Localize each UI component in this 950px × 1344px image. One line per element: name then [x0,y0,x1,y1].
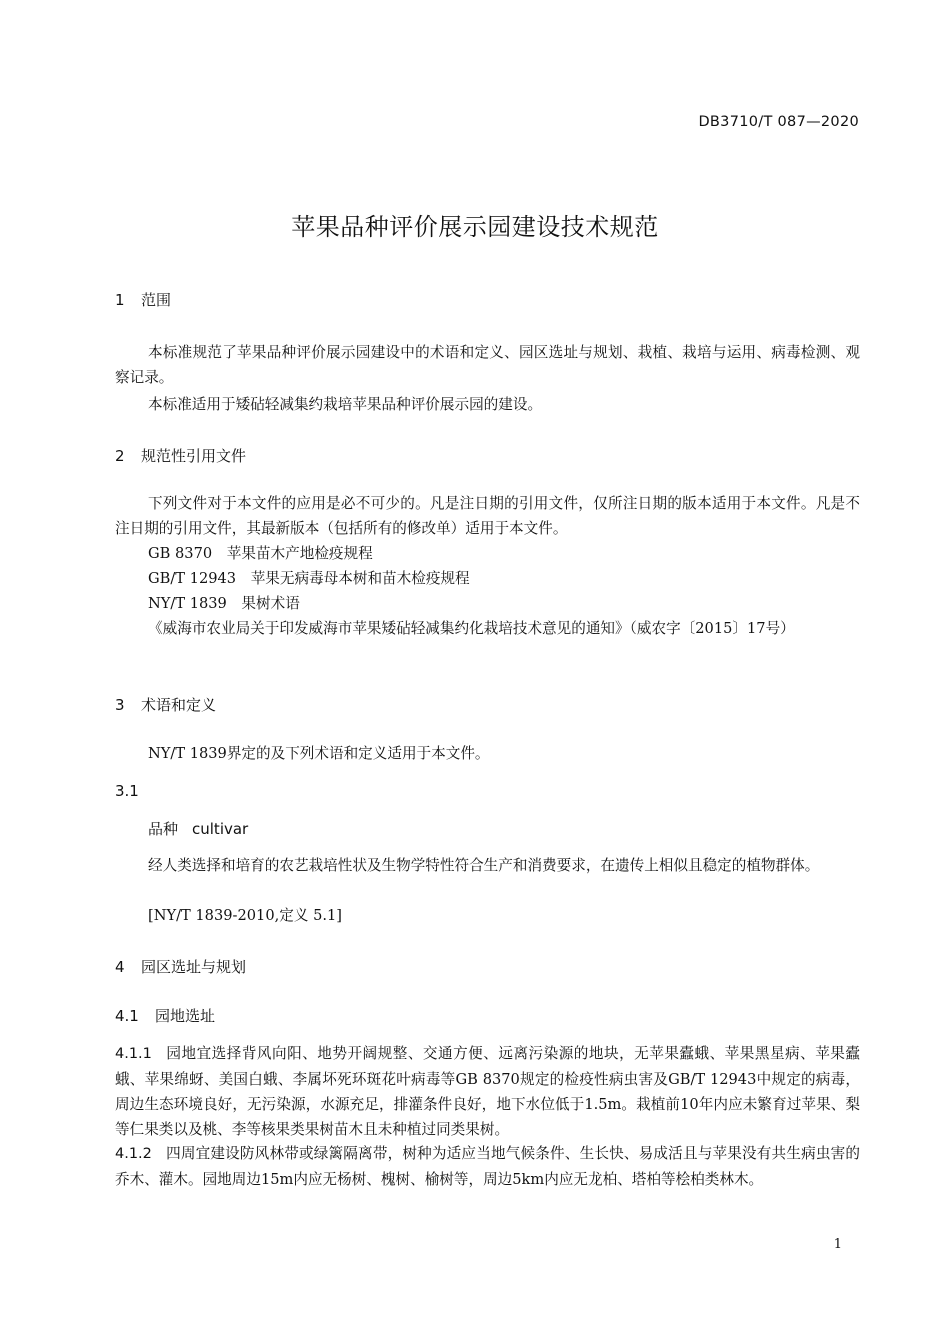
section-3-title: 术语和定义 [141,696,217,714]
term-entry [148,818,248,839]
section-1-paragraph-2: 本标准适用于矮砧轻减集约栽培苹果品种评价展示园的建设。 [148,396,543,413]
term-chinese: 品种 [148,820,179,838]
section-1-number: 1 [115,291,125,309]
section-1-paragraph-1: 本标准规范了苹果品种评价展示园建设中的术语和定义、园区选址与规划、栽植、栽培与运用、病毒检测、观察记录。 [115,344,860,386]
section-2-title: 规范性引用文件 [141,447,247,465]
section-2-heading [115,445,246,466]
clause-4-1-2 [115,1141,860,1192]
subsection-4-1-title: 园地选址 [155,1007,216,1025]
clause-4-1-1-text: 园地宜选择背风向阳、地势开阔规整、交通方便、远离污染源的地块，无苹果蠹蛾、苹果黑星病、苹果蠹蛾、苹果绵蚜、美国白蛾、李属坏死环斑花叶病毒等GB 8370规定的检疫性病虫害及GB/T 12943中规定的病毒，周边生态环境良好，无污染源，水源充足，排灌条件良好，地下水位低于1.5m。栽植前10年内应未繁育过苹果、梨等仁果类以及桃、李等核果类果树苗木且未种植过同类果树。 [115,1045,860,1138]
subsection-4-1-number: 4.1 [115,1007,139,1025]
term-source: [NY/T 1839-2010,定义 5.1] [148,907,342,924]
section-2-intro: 下列文件对于本文件的应用是必不可少的。凡是注日期的引用文件，仅所注日期的版本适用于本文件。凡是不注日期的引用文件，其最新版本（包括所有的修改单）适用于本文件。 [115,495,860,537]
page-number: 1 [833,1237,842,1252]
section-3-number: 3 [115,696,125,714]
section-4-heading [115,956,246,977]
clause-4-1-2-text: 四周宜建设防风林带或绿篱隔离带，树种为适应当地气候条件、生长快、易成活且与苹果没有共生病虫害的乔木、灌木。园地周边15m内应无杨树、槐树、榆树等，周边5km内应无龙柏、塔柏等桧柏类林木。 [115,1145,860,1188]
section-1-heading [115,289,171,310]
reference-item: GB 8370 苹果苗木产地检疫规程 [148,545,373,562]
reference-item: GB/T 12943 苹果无病毒母本树和苗木检疫规程 [148,570,470,587]
section-3-intro: NY/T 1839界定的及下列术语和定义适用于本文件。 [148,745,490,762]
term-english: cultivar [192,820,249,838]
reference-item: NY/T 1839 果树术语 [148,595,300,612]
term-definition: 经人类选择和培育的农艺栽培性状及生物学特性符合生产和消费要求，在遗传上相似且稳定的植物群体。 [148,857,820,874]
reference-item-notice: 《威海市农业局关于印发威海市苹果矮砧轻减集约化栽培技术意见的通知》（威农字〔2015〕17号） [148,620,795,637]
section-4-number: 4 [115,958,125,976]
clause-4-1-1 [115,1041,860,1142]
standard-code: DB3710/T 087—2020 [698,114,859,130]
section-2-number: 2 [115,447,125,465]
section-4-title: 园区选址与规划 [141,958,247,976]
section-3-heading [115,694,216,715]
section-1-title: 范围 [141,291,172,309]
subsection-4-1-heading [115,1005,215,1026]
clause-4-1-2-number: 4.1.2 [115,1146,152,1162]
clause-4-1-1-number: 4.1.1 [115,1046,152,1062]
document-title: 苹果品种评价展示园建设技术规范 [291,213,659,241]
term-number: 3.1 [115,782,139,800]
